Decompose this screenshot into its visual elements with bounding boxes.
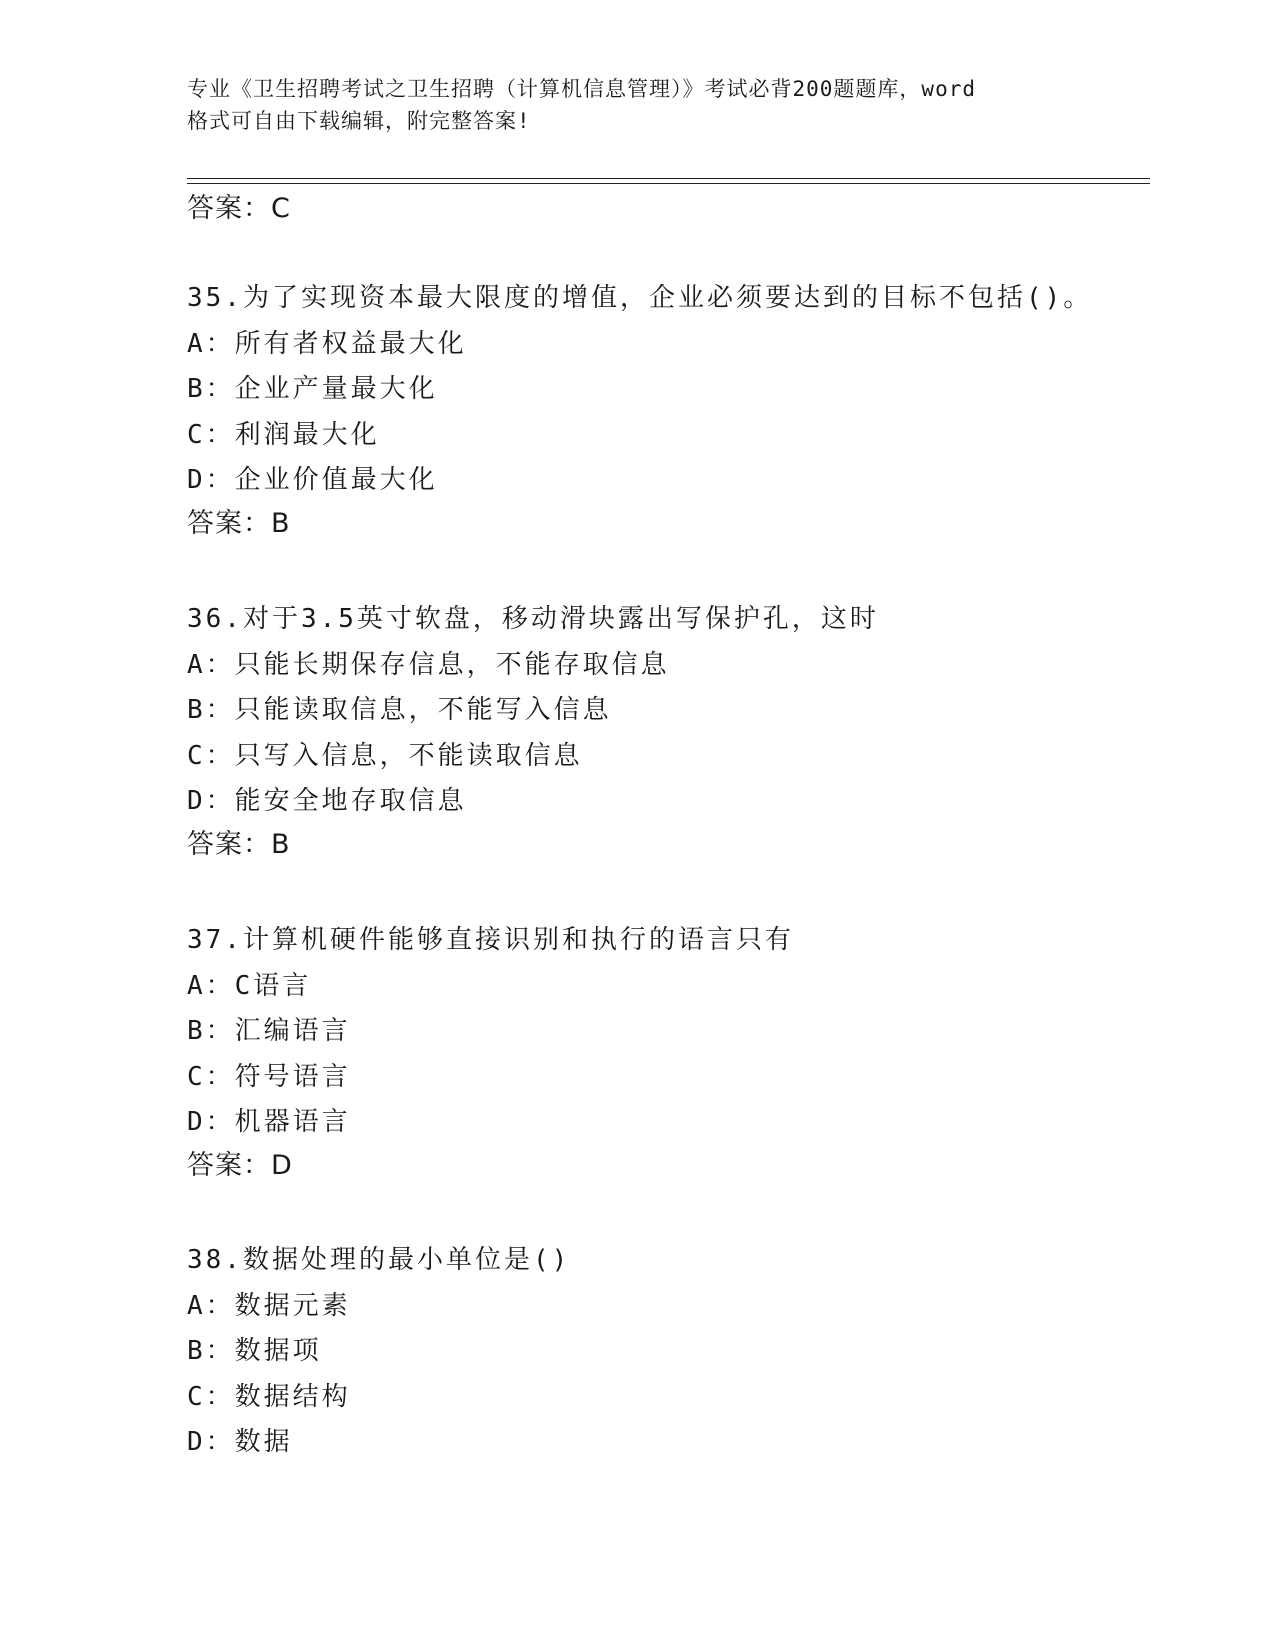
option-a: A：数据元素 <box>187 1290 351 1321</box>
question-text: 36.对于3.5英寸软盘，移动滑块露出写保护孔，这时 <box>187 604 879 634</box>
answer-label: 答案：C <box>187 193 291 224</box>
question-block-35 <box>187 276 1092 504</box>
option-c: C：利润最大化 <box>187 419 380 450</box>
option-d: D：企业价值最大化 <box>187 465 438 495</box>
option-b: B：汇编语言 <box>187 1016 351 1046</box>
question-block-36 <box>187 597 879 825</box>
option-a: A：C语言 <box>187 970 312 1001</box>
option-b: B：数据项 <box>187 1336 322 1366</box>
header-line-2: 格式可自由下载编辑，附完整答案! <box>187 109 531 133</box>
option-b: B：企业产量最大化 <box>187 374 438 404</box>
question-text: 37.计算机硬件能够直接识别和执行的语言只有 <box>187 925 794 955</box>
option-a: A：只能长期保存信息，不能存取信息 <box>187 649 670 680</box>
question-block-37 <box>187 918 794 1146</box>
option-a: A：所有者权益最大化 <box>187 328 467 359</box>
header-divider-bottom <box>187 183 1150 184</box>
header-divider-top <box>187 178 1150 179</box>
header-line-1: 专业《卫生招聘考试之卫生招聘（计算机信息管理）》考试必背200题题库，word <box>187 77 976 101</box>
option-c: C：只写入信息，不能读取信息 <box>187 740 583 771</box>
option-d: D：机器语言 <box>187 1107 351 1137</box>
answer-label: 答案：D <box>187 1150 293 1181</box>
question-text: 35.为了实现资本最大限度的增值，企业必须要达到的目标不包括()。 <box>187 283 1093 313</box>
question-block-38 <box>187 1238 570 1466</box>
option-d: D：数据 <box>187 1427 293 1457</box>
answer-label: 答案：B <box>187 829 291 860</box>
answer-label: 答案：B <box>187 508 291 539</box>
option-c: C：符号语言 <box>187 1061 351 1092</box>
option-c: C：数据结构 <box>187 1381 351 1412</box>
question-text: 38.数据处理的最小单位是() <box>187 1245 571 1275</box>
document-header <box>187 73 1087 137</box>
option-b: B：只能读取信息，不能写入信息 <box>187 695 612 725</box>
option-d: D：能安全地存取信息 <box>187 786 467 816</box>
